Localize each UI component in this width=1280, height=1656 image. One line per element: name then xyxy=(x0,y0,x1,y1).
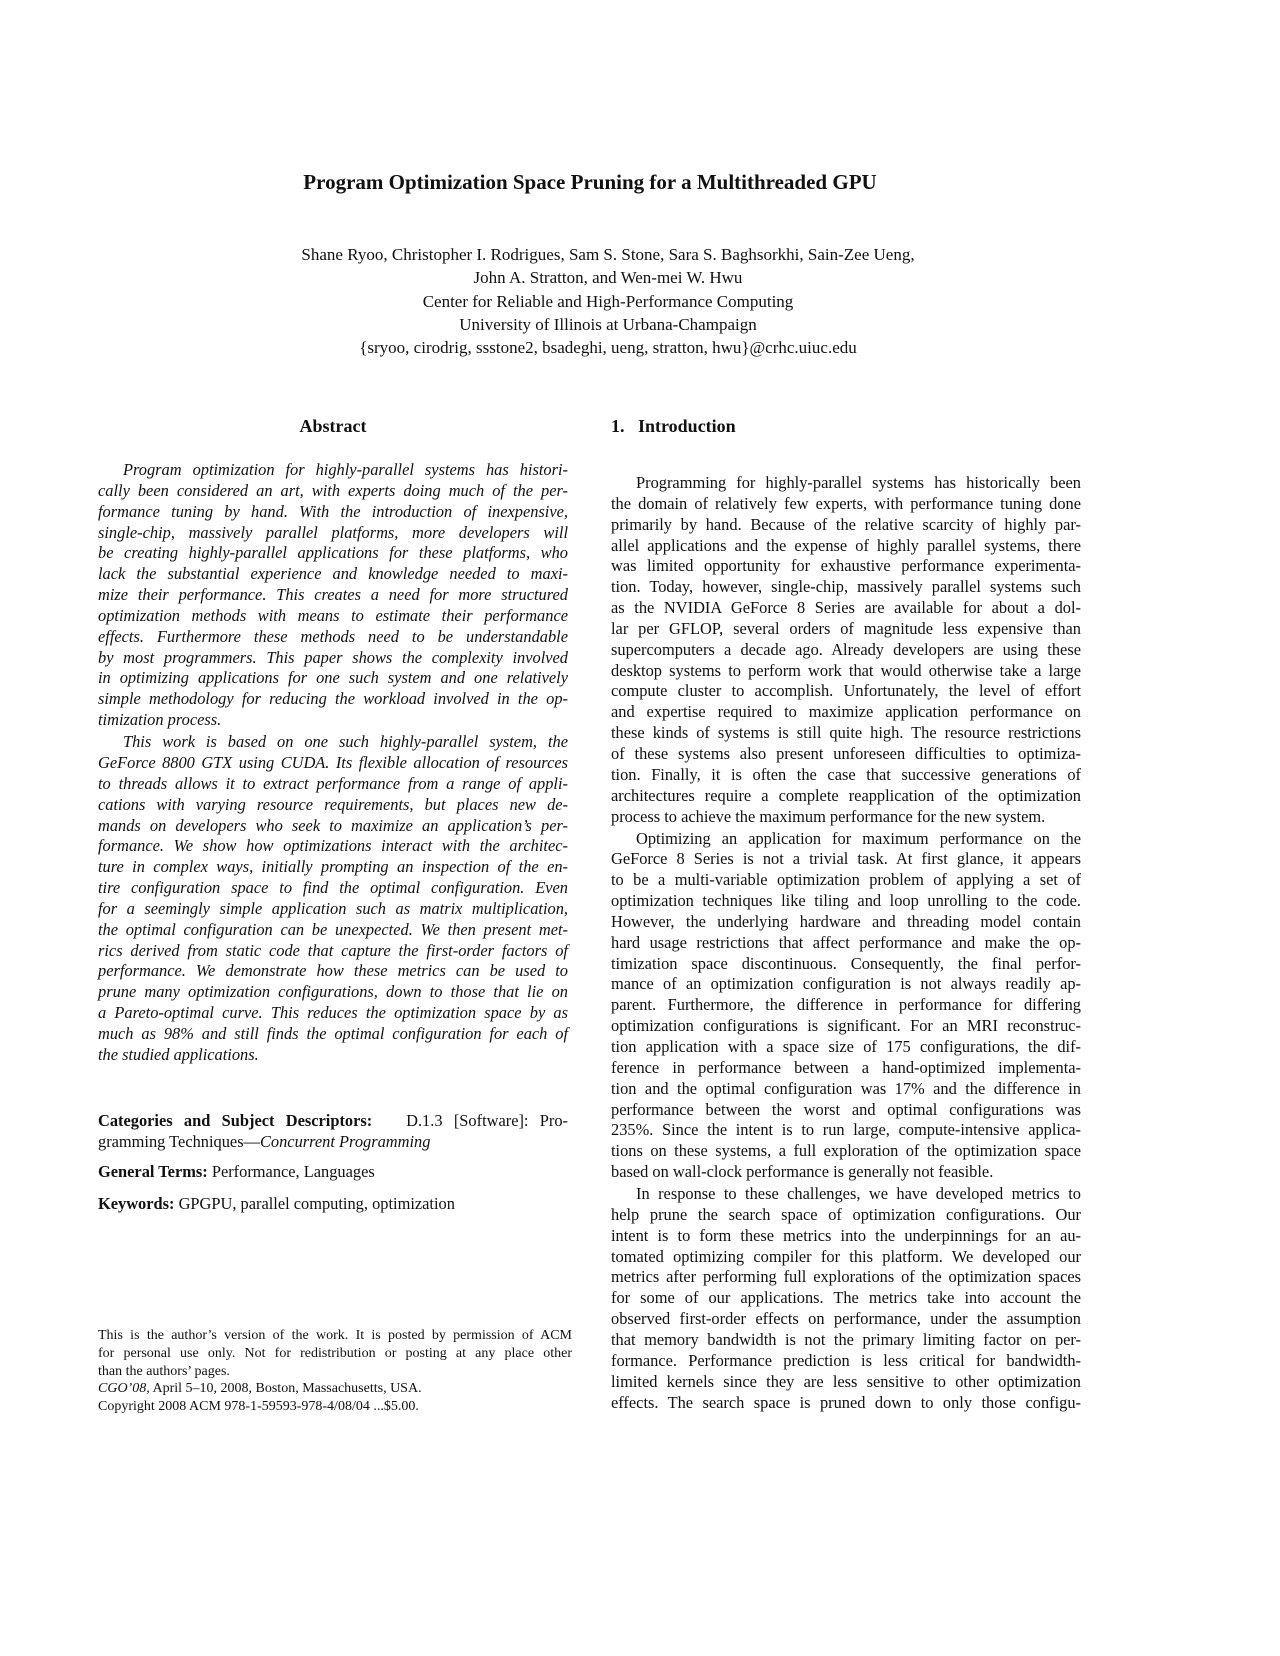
general-terms xyxy=(98,1162,568,1183)
text-line: simple methodology for reducing the workload involved in the op- xyxy=(98,689,568,709)
text-line: optimization techniques like tiling and loop unrolling to the code. xyxy=(611,891,1081,911)
text-line: In response to these challenges, we have developed metrics to xyxy=(636,1184,1081,1204)
copyright-footnote xyxy=(98,1327,572,1416)
author-emails: {sryoo, cirodrig, ssstone2, bsadeghi, ueng, stratton, hwu}@crhc.uiuc.edu xyxy=(359,338,857,358)
categories-label: Categories and Subject Descriptors: xyxy=(98,1111,373,1130)
text-line: supercomputers a decade ago. Already developers are using these xyxy=(611,639,1081,659)
text-line: was limited opportunity for exhaustive performance experimenta- xyxy=(611,556,1081,576)
text-line: intent is to form these metrics into the underpinnings for an au- xyxy=(611,1225,1081,1245)
affiliation-university: University of Illinois at Urbana-Champaign xyxy=(459,314,757,334)
text-line: by most programmers. This paper shows the complexity involved xyxy=(98,647,568,667)
paragraph xyxy=(611,473,1081,827)
categories-italic: Concurrent Programming xyxy=(259,1131,431,1151)
text-line: performance. We demonstrate how these metrics can be used to xyxy=(98,961,568,981)
general-terms-label: General Terms: xyxy=(98,1162,208,1181)
keywords-label: Keywords: xyxy=(98,1194,175,1213)
text-line: a Pareto-optimal curve. This reduces the optimization space by as xyxy=(98,1003,568,1023)
paper-title: Program Optimization Space Pruning for a Multithreaded GPU xyxy=(303,170,877,194)
text-line: that memory bandwidth is not the primary limiting factor on per- xyxy=(611,1329,1081,1349)
text-line: metrics after performing full explorations of the optimization spaces xyxy=(611,1267,1081,1287)
text-line: rics derived from static code that capture the first-order factors of xyxy=(98,940,568,960)
section-title: Introduction xyxy=(638,416,736,436)
author-block xyxy=(0,243,1216,359)
text-line: for a seemingly simple application such as matrix multiplication, xyxy=(98,898,568,918)
categories-text: D.1.3 [Software]: Pro- xyxy=(406,1111,568,1130)
abstract-heading: Abstract xyxy=(299,416,367,436)
text-line: help prune the search space of optimization configurations. Our xyxy=(611,1204,1081,1224)
text-line: ture in complex ways, initially prompting an inspection of the en- xyxy=(98,857,568,877)
keywords xyxy=(98,1194,568,1215)
text-line: cally been considered an art, with experts doing much of the per- xyxy=(98,480,568,500)
text-line: formance tuning by hand. With the introduction of inexpensive, xyxy=(98,501,568,521)
text-line: process to achieve the maximum performance for the new system. xyxy=(611,806,1046,826)
text-line: parent. Furthermore, the difference in performance for differing xyxy=(611,995,1081,1015)
text-line: lar per GFLOP, several orders of magnitude less expensive than xyxy=(611,618,1081,638)
text-line: tomated optimizing compiler for this platform. We developed our xyxy=(611,1246,1081,1266)
text-line: of these systems also present unforeseen difficulties to optimiza- xyxy=(611,743,1081,763)
text-line: formance. We show how optimizations interact with the architec- xyxy=(98,836,568,856)
text-line: based on wall-clock performance is generally not feasible. xyxy=(611,1162,994,1182)
text-line: Program optimization for highly-parallel systems has histori- xyxy=(123,460,568,479)
categories-text-cont: gramming Techniques— xyxy=(98,1131,260,1151)
introduction-body xyxy=(611,473,1081,1415)
footnote-line: than the authors’ pages. xyxy=(98,1363,230,1379)
text-line: timization space discontinuous. Consequently, the final perfor- xyxy=(611,953,1081,973)
paragraph xyxy=(98,732,568,1066)
text-line: these kinds of systems is still quite high. The resource restrictions xyxy=(611,723,1081,743)
paragraph xyxy=(611,1184,1081,1413)
text-line: mands on developers who seek to maximize an application’s per- xyxy=(98,815,568,835)
text-line: Programming for highly-parallel systems has historically been xyxy=(636,473,1081,492)
text-line: effects. Furthermore these methods need to be understandable xyxy=(98,626,568,646)
text-line: optimization configurations is significant. For an MRI reconstruc- xyxy=(611,1016,1081,1036)
text-line: mize their performance. This creates a need for more structured xyxy=(98,585,568,605)
text-line: prune many optimization configurations, down to those that lie on xyxy=(98,982,568,1002)
text-line: performance between the worst and optimal configurations was xyxy=(611,1099,1081,1119)
text-line: to threads allows it to extract performance from a range of appli- xyxy=(98,773,568,793)
affiliation-center: Center for Reliable and High-Performance Computing xyxy=(422,291,794,311)
text-line: and expertise required to maximize application performance on xyxy=(611,702,1081,722)
text-line: limited kernels since they are less sensitive to other optimization xyxy=(611,1371,1081,1391)
keywords-text: GPGPU, parallel computing, optimization xyxy=(178,1194,455,1213)
text-line: to be a multi-variable optimization problem of applying a set of xyxy=(611,870,1081,890)
text-line: as the NVIDIA GeForce 8 Series are available for about a dol- xyxy=(611,598,1081,618)
footnote-line: for personal use only. Not for redistribution or posting at any place other xyxy=(98,1345,572,1361)
text-line: optimization methods with means to estimate their performance xyxy=(98,605,568,625)
text-line: the studied applications. xyxy=(98,1044,259,1064)
text-line: architectures require a complete reapplication of the optimization xyxy=(611,785,1081,805)
text-line: GeForce 8 Series is not a trivial task. At first glance, it appears xyxy=(611,849,1081,869)
text-line: Optimizing an application for maximum performance on the xyxy=(636,828,1081,848)
author-names: Shane Ryoo, Christopher I. Rodrigues, Sam S. Stone, Sara S. Baghsorkhi, Sain-Zee Ueng, xyxy=(301,245,915,264)
text-line: tion. Finally, it is often the case that successive generations of xyxy=(611,764,1081,784)
text-line: allel applications and the expense of highly parallel systems, there xyxy=(611,535,1081,555)
categories xyxy=(98,1111,568,1152)
paragraph xyxy=(98,460,568,731)
text-line: the domain of relatively few experts, with performance tuning done xyxy=(611,493,1081,513)
text-line: be creating highly-parallel applications for these platforms, who xyxy=(98,543,568,563)
text-line: desktop systems to perform work that would otherwise take a large xyxy=(611,660,1081,680)
text-line: tion application with a space size of 175 configurations, the dif- xyxy=(611,1036,1081,1056)
text-line: tion and the optimal configuration was 17% and the difference in xyxy=(611,1078,1081,1098)
abstract-body xyxy=(98,460,568,1067)
text-line: tire configuration space to find the optimal configuration. Even xyxy=(98,878,568,898)
text-line: 235%. Since the intent is to run large, compute-intensive applica- xyxy=(611,1120,1081,1140)
text-line: mance of an optimization configuration is not always readily ap- xyxy=(611,974,1081,994)
venue-name: CGO’08, xyxy=(98,1381,150,1397)
footnote-copyright: Copyright 2008 ACM 978-1-59593-978-4/08/04 ...$5.00. xyxy=(98,1399,419,1415)
text-line: This work is based on one such highly-parallel system, the xyxy=(123,732,568,752)
section-number: 1. xyxy=(611,416,625,436)
text-line: much as 98% and still finds the optimal configuration for each of xyxy=(98,1023,568,1043)
text-line: single-chip, massively parallel platforms, more developers will xyxy=(98,522,568,542)
text-line: tion. Today, however, single-chip, massively parallel systems such xyxy=(611,577,1081,597)
text-line: the optimal configuration can be unexpected. We then present met- xyxy=(98,919,568,939)
author-names-cont: John A. Stratton, and Wen-mei W. Hwu xyxy=(473,268,743,288)
text-line: cations with varying resource requirements, but places new de- xyxy=(98,794,568,814)
text-line: GeForce 8800 GTX using CUDA. Its flexible allocation of resources xyxy=(98,753,568,772)
text-line: tions on these systems, a full exploration of the optimization space xyxy=(611,1141,1081,1161)
text-line: in optimizing applications for one such system and one relatively xyxy=(98,668,568,688)
text-line: formance. Performance prediction is less critical for bandwidth- xyxy=(611,1350,1081,1370)
text-line: observed first-order effects on performance, under the assumption xyxy=(611,1309,1081,1329)
venue-details: April 5–10, 2008, Boston, Massachusetts, USA. xyxy=(152,1381,422,1397)
text-line: effects. The search space is pruned down to only those configu- xyxy=(611,1392,1081,1412)
text-line: primarily by hand. Because of the relative scarcity of highly par- xyxy=(611,514,1081,534)
introduction-heading xyxy=(611,416,736,437)
text-line: lack the substantial experience and knowledge needed to maxi- xyxy=(98,564,568,584)
text-line: ference in performance between a hand-optimized implementa- xyxy=(611,1057,1081,1077)
footnote-line: This is the author’s version of the work. It is posted by permission of ACM xyxy=(98,1328,572,1343)
text-line: hard usage restrictions that affect performance and make the op- xyxy=(611,932,1081,952)
text-line: However, the underlying hardware and threading model contain xyxy=(611,911,1081,931)
footnote-venue xyxy=(98,1380,572,1398)
text-line: timization process. xyxy=(98,710,222,730)
text-line: compute cluster to accomplish. Unfortunately, the level of effort xyxy=(611,681,1081,701)
text-line: for some of our applications. The metrics take into account the xyxy=(611,1288,1081,1308)
paragraph xyxy=(611,829,1081,1183)
general-terms-text: Performance, Languages xyxy=(211,1162,375,1181)
